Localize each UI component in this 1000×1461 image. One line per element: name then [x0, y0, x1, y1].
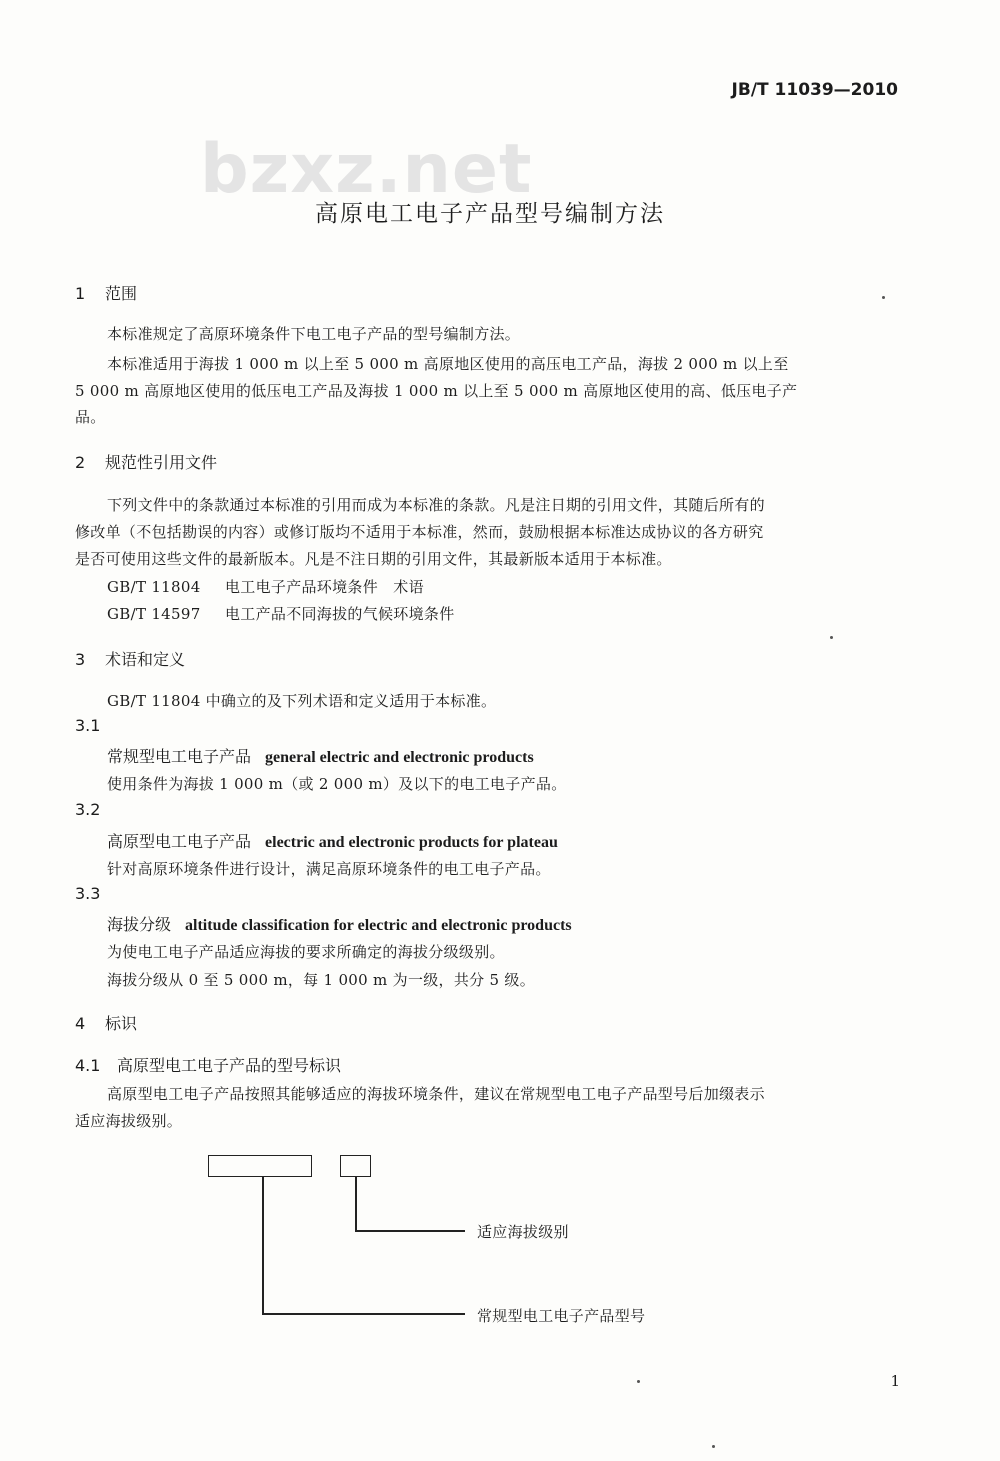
page-number: 1: [890, 1372, 900, 1390]
altitude-class-box: [340, 1155, 371, 1177]
reference-code: GB/T 11804: [107, 578, 201, 596]
section-number: 4: [75, 1014, 86, 1033]
paragraph-line: 下列文件中的条款通过本标准的引用而成为本标准的条款。凡是注日期的引用文件，其随后所有的: [107, 496, 765, 514]
term-entry: [107, 829, 558, 852]
term-definition: 使用条件为海拔 1 000 m（或 2 000 m）及以下的电工电子产品。: [107, 775, 567, 793]
term-definition: 海拔分级从 0 至 5 000 m，每 1 000 m 为一级，共分 5 级。: [107, 971, 536, 989]
term-entry: [107, 912, 572, 935]
section-number: 1: [75, 284, 86, 303]
term-definition: 针对高原环境条件进行设计，满足高原环境条件的电工电子产品。: [107, 860, 551, 878]
scan-speck: [882, 296, 885, 299]
subsection-number: 4.1: [75, 1056, 101, 1075]
paragraph-line: 适应海拔级别。: [75, 1112, 183, 1130]
paragraph-line: 品。: [75, 408, 106, 426]
connector-line: [262, 1177, 264, 1314]
subsection-heading: [75, 1053, 341, 1076]
term-chinese: 常规型电工电子产品: [107, 747, 252, 766]
product-model-label: 常规型电工电子产品型号: [477, 1307, 646, 1325]
connector-line: [355, 1177, 357, 1231]
document-title: 高原电工电子产品型号编制方法: [315, 201, 665, 227]
paragraph-line: 高原型电工电子产品按照其能够适应的海拔环境条件，建议在常规型电工电子产品型号后加缀表示: [107, 1085, 765, 1103]
section-title: 术语和定义: [105, 650, 186, 669]
reference-title: 电工电子产品环境条件 术语: [225, 578, 424, 596]
watermark: bzxz.net: [200, 130, 533, 209]
section-title: 标识: [105, 1014, 138, 1033]
connector-line: [355, 1230, 465, 1232]
paragraph-line: 是否可使用这些文件的最新版本。凡是不注日期的引用文件，其最新版本适用于本标准。: [75, 550, 672, 568]
scan-speck: [637, 1380, 640, 1383]
altitude-class-label: 适应海拔级别: [477, 1223, 569, 1241]
paragraph-line: 本标准适用于海拔 1 000 m 以上至 5 000 m 高原地区使用的高压电工产品，海拔 2 000 m 以上至: [107, 355, 789, 373]
paragraph-line: 5 000 m 高原地区使用的低压电工产品及海拔 1 000 m 以上至 5 000 m 高原地区使用的高、低压电子产: [75, 382, 798, 400]
term-entry: [107, 744, 534, 767]
term-english: general electric and electronic products: [265, 749, 534, 766]
subsection-title: 高原型电工电子产品的型号标识: [117, 1056, 342, 1075]
connector-line: [262, 1313, 465, 1315]
section-3-heading: [75, 647, 185, 670]
term-chinese: 海拔分级: [107, 915, 172, 934]
term-number: 3.1: [75, 716, 101, 735]
section-number: 3: [75, 650, 86, 669]
paragraph: GB/T 11804 中确立的及下列术语和定义适用于本标准。: [107, 692, 497, 710]
product-model-box: [208, 1155, 312, 1177]
section-1-heading: [75, 281, 137, 304]
term-chinese: 高原型电工电子产品: [107, 832, 252, 851]
reference-title: 电工产品不同海拔的气候环境条件: [225, 605, 455, 623]
reference-item: [107, 603, 455, 624]
paragraph-line: 修改单（不包括勘误的内容）或修订版均不适用于本标准，然而，鼓励根据本标准达成协议的各方研究: [75, 523, 764, 541]
scan-speck: [712, 1445, 715, 1448]
term-english: altitude classification for electric and electronic products: [185, 917, 572, 934]
section-4-heading: [75, 1011, 137, 1034]
reference-code: GB/T 14597: [107, 605, 201, 623]
section-number: 2: [75, 453, 86, 472]
section-title: 范围: [105, 284, 138, 303]
reference-item: [107, 576, 424, 597]
paragraph: 本标准规定了高原环境条件下电工电子产品的型号编制方法。: [107, 325, 521, 343]
scan-speck: [830, 636, 833, 639]
section-title: 规范性引用文件: [105, 453, 218, 472]
term-definition: 为使电工电子产品适应海拔的要求所确定的海拔分级级别。: [107, 943, 505, 961]
term-number: 3.2: [75, 800, 101, 819]
section-2-heading: [75, 450, 217, 473]
term-number: 3.3: [75, 884, 101, 903]
standard-number: JB/T 11039—2010: [731, 80, 898, 100]
term-english: electric and electronic products for plateau: [265, 834, 558, 851]
